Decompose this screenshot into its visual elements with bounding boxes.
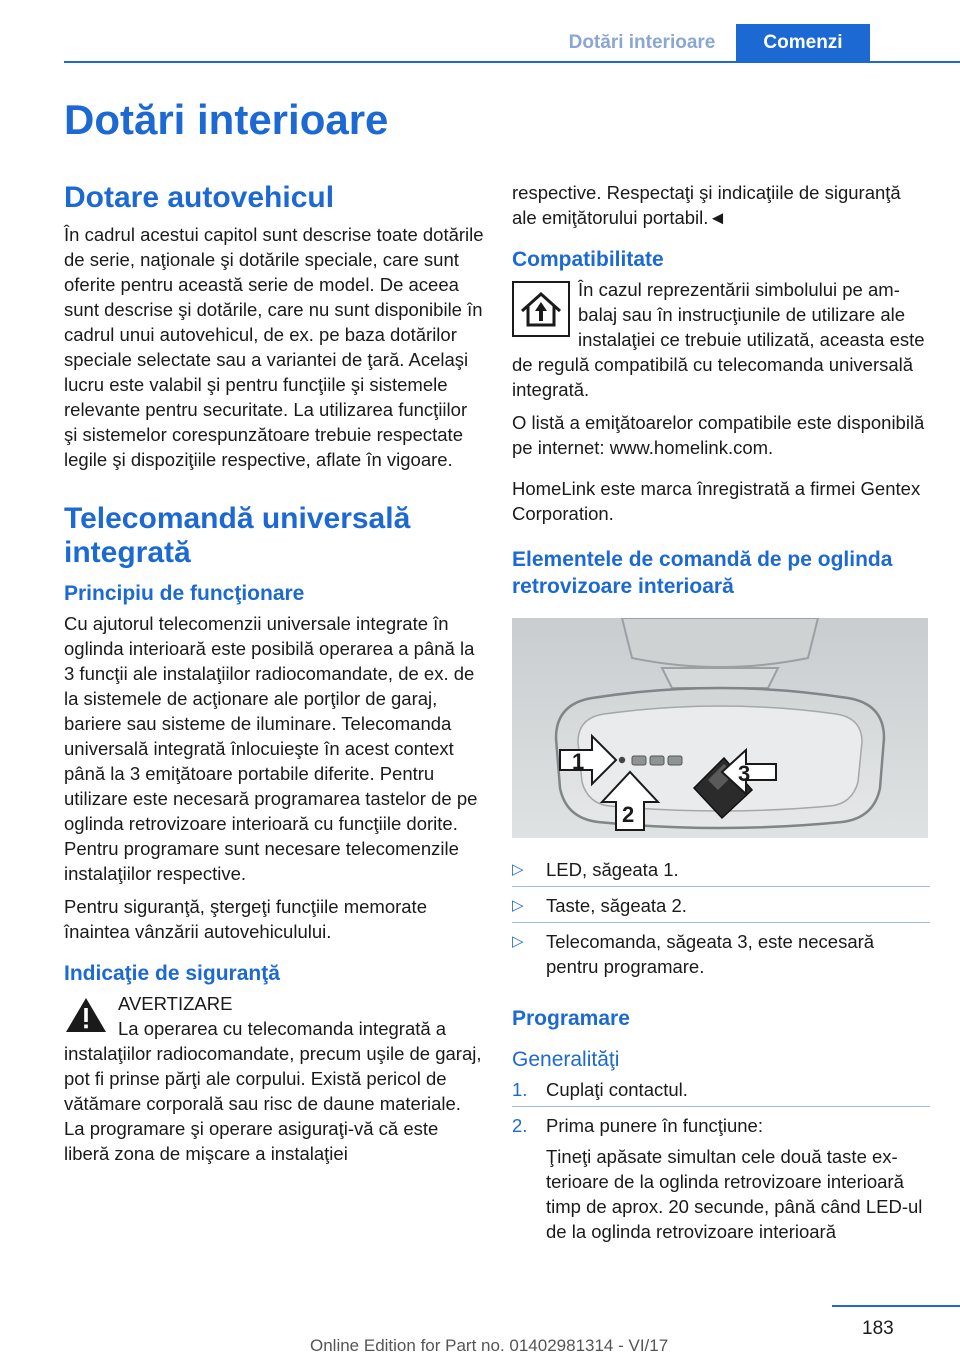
dotare-paragraph: În cadrul acestui capitol sunt descrise toate dotările de serie, naţionale şi dotările speciale, care sunt oferite pentru această serie de model. De aceea sunt descrise şi dotările, care nu sunt disponibile în cadrul unui autovehicul, de ex. pe baza dotărilor speciale selectate sau a variantei de ţară. Acelaşi lucru este valabil şi pentru funcţiile şi sistemele relevante pentru securitate. La utilizarea funcţiilor şi sistemelor corespunzătoare trebuie respectate legile şi dispoziţiile respective, aflate în vigoare. [64, 224, 484, 470]
siguranta-paragraph: Pentru siguranţă, ştergeţi funcţiile memorate înaintea vânzării autovehiculului. [64, 896, 427, 942]
edition-footer: Online Edition for Part no. 01402981314 - VI/17 [310, 1336, 669, 1355]
step2-detail: Ţineţi apăsate simultan cele două taste exterioare de la oglinda retrovizoare interioară timp de aprox. 20 secunde, până când LED-ul de la oglinda retrovizoare interioară [546, 1146, 923, 1242]
left-column [64, 180, 484, 1174]
header-section-tab[interactable]: Dotări interioare [568, 32, 716, 53]
list-separator [512, 1106, 930, 1107]
warning-continuation: respective. Respectaţi şi indicaţiile de siguranţă ale emiţătorului portabil.◄ [512, 182, 901, 228]
bullet-triangle-icon: ▷ [512, 933, 524, 950]
programare-heading: Programare [512, 1007, 630, 1030]
page-title: Dotări interioare [64, 96, 389, 143]
indicatie-heading: Indicaţie de siguranţă [64, 962, 280, 985]
warning-triangle-icon [64, 995, 108, 1035]
header-divider [64, 61, 960, 63]
homelink-paragraph: HomeLink este marca înregistrată a firmei Gentex Corporation. [512, 478, 921, 524]
warning-text: La operarea cu telecomanda integrată a instalaţiilor radiocomandate, precum uşile de garaj, pot fi prinse părţi ale corpului. Există pericol de vătămare corporală sau risc de daune materiale. La programare şi operare asiguraţi-vă că este liberă zona de mişcare a instalaţiei [64, 1018, 482, 1164]
list-separator [512, 922, 930, 923]
compat-block [512, 277, 930, 402]
compat-list-paragraph: O listă a emiţătoarelor compatibile este disponibilă pe internet: www.homelink.com. [512, 412, 925, 458]
steps-list [512, 1077, 930, 1244]
callout-1: 1 [572, 749, 585, 774]
bullet-triangle-icon: ▷ [512, 897, 524, 914]
warning-label: AVERTIZARE [118, 993, 233, 1014]
dotare-heading: Dotare autovehicul [64, 181, 335, 214]
telecomanda-heading: Telecomandă universală integrată [64, 502, 411, 569]
callout-2: 2 [622, 802, 635, 827]
list-item: ▷ Telecomanda, săgeata 3, este necesară pentru programare. [512, 931, 875, 977]
compat-paragraph: În cazul reprezentării simbolului pe ambalaj sau în instrucţiunile de utilizare ale instalaţiei ce trebuie utilizată, aceasta este de regulă compatibilă cu telecomanda universală integrată. [512, 279, 925, 400]
legend-list [512, 857, 930, 979]
principiu-paragraph: Cu ajutorul telecomenzii universale integrate în oglinda interioară este posibilă operarea a până la 3 funcţii ale instalaţiilor radiocomandate, de ex. de la sistemele de acţionare ale porţilor de garaj, bariere sau sisteme de iluminare. Telecomanda universală integrată înlocuieşte în acest context până la 3 emiţătoare portabile diferite. Pentru utilizare este necesară programarea tastelor de pe oglinda retrovizoare interioară cu funcţiile dorite. Pentru programare sunt necesare telecomenzile instalaţiilor respective. [64, 613, 478, 884]
step-number: 1. [512, 1079, 528, 1100]
generalitati-heading: Generalităţi [512, 1048, 620, 1071]
list-item: 1. Cuplaţi contactul. [512, 1079, 688, 1100]
page-number: 183 [862, 1318, 894, 1339]
elemente-heading: Elementele de comandă de pe oglinda retrovizoare interioară [512, 548, 893, 598]
header-chapter-tab[interactable]: Comenzi [736, 24, 870, 62]
right-column [512, 180, 930, 1250]
bullet-triangle-icon: ▷ [512, 861, 524, 878]
principiu-heading: Principiu de funcţionare [64, 582, 305, 605]
list-item: ▷ Taste, săgeata 2. [512, 895, 687, 916]
warning-box [64, 991, 484, 1174]
step-number: 2. [512, 1115, 528, 1136]
callout-3: 3 [738, 761, 751, 786]
list-item: ▷ LED, săgeata 1. [512, 859, 679, 880]
compat-heading: Compatibilitate [512, 248, 664, 271]
footer-divider [832, 1305, 960, 1307]
list-item: 2. Prima punere în funcţiune: Ţineţi apăsate simultan cele două taste exterioare de la oglinda retrovizoare interioară timp de aprox. 20 secunde, până când LED-ul de la oglinda retrovizoare interioară [512, 1113, 930, 1244]
list-separator [512, 886, 930, 887]
homelink-house-icon [512, 281, 570, 337]
mirror-controls-figure [512, 618, 928, 838]
